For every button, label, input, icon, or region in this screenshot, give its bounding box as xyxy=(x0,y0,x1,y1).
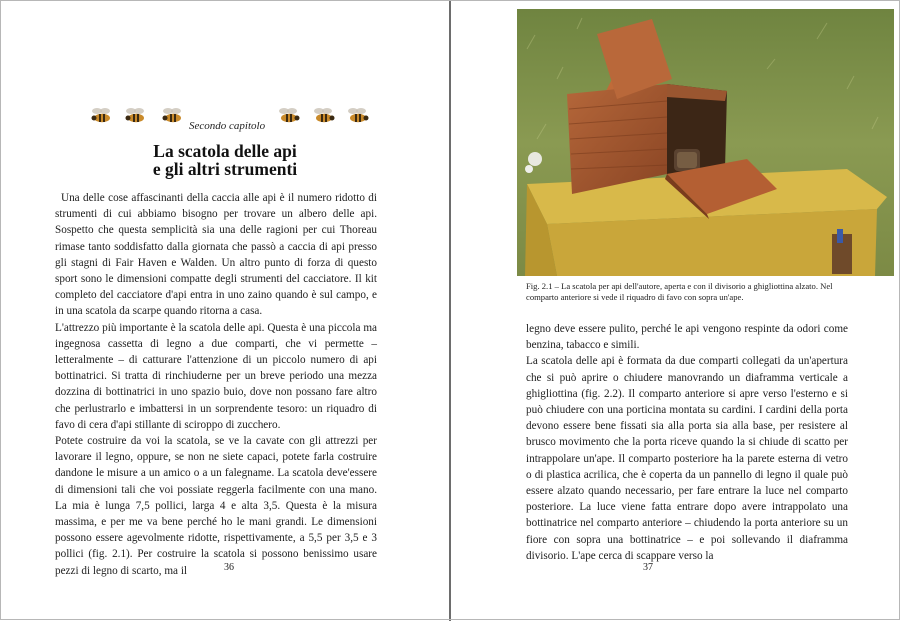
bee-icon xyxy=(277,107,301,125)
wooden-bee-box-photo xyxy=(517,9,894,276)
bee-icon xyxy=(312,107,336,125)
left-body-text xyxy=(55,190,377,579)
right-page xyxy=(453,3,897,617)
paragraph: legno deve essere pulito, perché le api vengono respinte da odori come benzina, tabacco e simili. xyxy=(526,323,848,352)
paragraph: Potete costruire da voi la scatola, se ve la cavate con gli attrezzi per lavorare il legno, oppure, se non ne siete capaci, potete farla costruire dandone le misure a un amico o a un falegname. La scatola deve'essere di dimensioni tali che voi possiate reggerla facilmente con una mano. La mia è lunga 7,5 pollici, larga 4 e alta 3,5. Questa è la misura massima, e per me va bene perché ho le mani grandi. Le dimensioni possono essere agevolmente ridotte, rispettivamente, a 5,5 per 3,5 e 3 pollici (fig. 2.1). Per costruire la scatola si possono benissimo usare pezzi di legno di scarto, ma il xyxy=(55,435,377,577)
page-number: 37 xyxy=(643,562,653,573)
paragraph: La scatola delle api è formata da due comparti collegati da un'apertura che si può aprire o chiudere manovrando un diaframma verticale a ghigliottina (fig. 2.2). Il comparto anteriore si apre verso l'esterno e si può chiudere con una porticina montata su cardini. I cardini della porta devono essere bene fissati sia alla porta sia alla base, per resistere al brusco movimento che la porta riceve quando la si chiude di scatto per intrappolare un'ape. Il comparto posteriore ha la parete esterna di vetro o di plastica acrilica, che è coperta da un pannello di legno il quale può essere alzato quando necessario, per fare entrare la luce nel comparto posteriore. La luce viene fatta entrare dopo avere intrappolato una bottinatrice nel comparto anteriore – chiudendo la porta anteriore su un fiore con sopra una bottinatrice – e poi sollevando il diaframma divisorio. L'ape cerca di scappare verso la xyxy=(526,355,848,562)
chapter-label: Secondo capitolo xyxy=(189,120,266,132)
bee-icon xyxy=(90,107,114,125)
chapter-title-line2: e gli altri strumenti xyxy=(152,159,298,179)
chapter-title-line1: La scatola delle api xyxy=(153,141,297,161)
page-number: 36 xyxy=(224,562,234,573)
paragraph: Una delle cose affascinanti della caccia alle api è il numero ridotto di strumenti di cui abbiamo bisogno per trovare un albero delle api. Sospetto che questa semplicità sia una delle ragioni per cui Thoreau rimase tanto soddisfatto dalla giornata che passò a caccia di api presso gli stagni di Fair Haven e Walden. Un altro punto di forza di questo sport sono le dimensioni compatte degli strumenti del cacciatore. Il kit completo del cacciatore d'api entra in uno zaino quando è sul campo, e in una scatola da scarpe quando ritorna a casa. xyxy=(55,192,377,318)
figure-caption: Fig. 2.1 – La scatola per api dell'autore, aperta e con il divisorio a ghigliottina alzato. Nel comparto anteriore si vede il riquadro di favo con sopra un'ape. xyxy=(526,281,833,302)
photo-illustration xyxy=(517,9,894,276)
bee-icon xyxy=(161,107,185,125)
book-gutter xyxy=(449,1,451,621)
left-page xyxy=(3,3,447,617)
chapter-title xyxy=(3,142,447,178)
right-body-text xyxy=(526,321,848,564)
paragraph: L'attrezzo più importante è la scatola delle api. Questa è una piccola ma ingegnosa cassetta di legno a due comparti, che vi permette – letteralmente – di catturare l'attenzione di un piccolo numero di api bottinatrici. Si tratta di rinchiuderne per un breve periodo una mezza dozzina di bottinatrici in uno spazio buio, dove non possano fare altro che perlustrarlo e imbattersi in un sorprendente tesoro: un riquadro di favo di cera d'api stillante di sciroppo di zucchero. xyxy=(55,321,377,431)
bee-icon xyxy=(346,107,370,125)
bee-icon xyxy=(124,107,148,125)
